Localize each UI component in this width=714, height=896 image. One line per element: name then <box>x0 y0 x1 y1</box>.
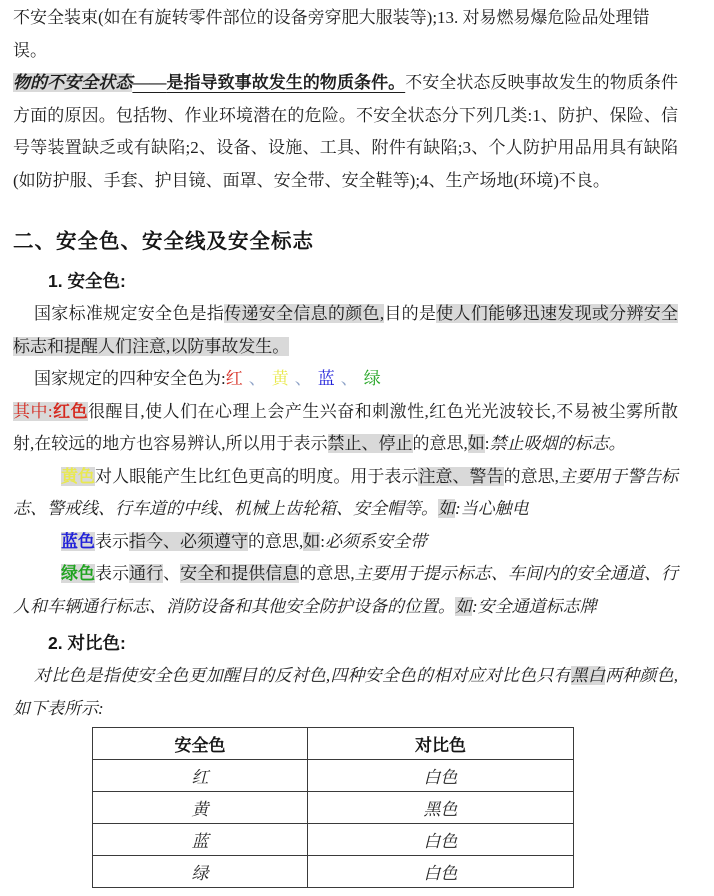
text-segment: 四种安全色的相对应对比色只有 <box>330 666 571 685</box>
text-segment: 表示 <box>95 564 130 583</box>
text-segment: :当心触电 <box>455 499 529 518</box>
text-segment: 禁止吸烟的标志。 <box>489 434 626 453</box>
paragraph-blue-color <box>13 526 678 559</box>
paragraph-four-safety-colors <box>13 363 678 396</box>
text-segment: 表示 <box>95 531 129 551</box>
table-cell: 白色 <box>308 824 574 856</box>
table-row <box>93 792 574 824</box>
text-segment: 国家规定的四种安全色为: <box>34 369 226 388</box>
paragraph-unsafe-dress <box>13 2 678 67</box>
paragraph-safety-color-definition <box>13 298 678 363</box>
table-cell: 绿 <box>93 856 308 888</box>
text-segment: 目的是 <box>384 304 437 323</box>
text-segment: 两种颜色,如下表所示: <box>13 666 679 718</box>
text-segment: 其中: <box>13 401 53 421</box>
text-segment: 传递安全信息的颜色, <box>224 304 385 323</box>
text-segment: 、 <box>294 369 318 388</box>
text-segment: 禁止、停止 <box>327 434 413 453</box>
text-segment: 如 <box>438 499 455 518</box>
table-row <box>93 856 574 888</box>
paragraph-unsafe-state-of-things <box>13 67 678 197</box>
text-segment: 物的不安全状态 <box>13 73 133 92</box>
table-header-safety-color: 安全色 <box>93 728 308 760</box>
text-segment: 蓝 <box>317 369 341 388</box>
text-segment: 主要用于提示标志、车间内的安全通道、行人和车辆通行标志、消防设备和其他安全防护设备的位置。 <box>13 564 679 616</box>
text-segment: 红 <box>225 369 249 388</box>
contrast-color-table <box>92 727 574 888</box>
text-segment: 通行 <box>129 564 164 583</box>
text-segment: 绿色 <box>61 564 96 583</box>
text-segment: 注意、警告 <box>418 466 504 486</box>
table-header-contrast-color: 对比色 <box>308 728 574 760</box>
table-cell: 白色 <box>308 856 574 888</box>
table-cell: 白色 <box>308 760 574 792</box>
table-row <box>93 760 574 792</box>
paragraph-red-color <box>13 396 678 461</box>
text-segment: 指今、必须遵守 <box>129 531 248 551</box>
text-segment: 是指导致事故发生的物质条件。 <box>166 73 406 92</box>
text-segment: 黄色 <box>61 466 96 486</box>
text-segment: 对比色是指使安全色更加醒目的反衬色, <box>34 666 331 685</box>
text-segment: 如 <box>455 596 472 616</box>
text-segment: 主要用于警告标志、警戒线、行车道的中线、机械上齿轮箱、安全帽等。 <box>13 466 679 518</box>
table-cell: 黄 <box>93 792 308 824</box>
text-segment: 很醒目,使人们在心理上会产生兴奋和刺激性,红色光光波较长,不易被尘雾所散射,在较远的地方也容易辨认,所以用于表示 <box>13 401 678 453</box>
text-segment: —— <box>132 73 167 92</box>
text-segment: 的意思, <box>299 564 355 583</box>
table-cell: 红 <box>93 760 308 792</box>
text-segment: 黑白 <box>570 666 606 685</box>
text-segment: 黄 <box>271 369 295 388</box>
text-segment: 使人们能够迅速发现或分辨安全标志和提醒人们注意,以防事故发生。 <box>13 304 679 356</box>
paragraph-contrast-color-definition <box>13 660 678 725</box>
text-segment: :安全通道标志牌 <box>472 596 597 616</box>
text-segment: : <box>320 531 325 551</box>
table-cell: 黑色 <box>308 792 574 824</box>
subheading-contrast-color: 2. 对比色: <box>48 633 126 653</box>
text-segment: 的意思, <box>503 466 559 486</box>
text-segment: 红色 <box>52 401 89 421</box>
text-segment: 如 <box>467 434 485 453</box>
text-segment: 、 <box>163 564 181 583</box>
paragraph-yellow-color <box>13 461 678 526</box>
text-segment: 对人眼能产生比红色更高的明度。用于表示 <box>95 466 419 486</box>
table-body <box>93 760 574 888</box>
text-segment: 必须系安全带 <box>324 531 427 551</box>
table-header-row <box>93 728 574 760</box>
text-segment: 、 <box>248 369 272 388</box>
text-segment: 不安全装束(如在有旋转零件部位的设备旁穿肥大服装等);13. 对易燃易爆危险品处理错误。 <box>13 8 650 60</box>
paragraph-green-color <box>13 558 678 623</box>
section-heading: 二、安全色、安全线及安全标志 <box>13 230 314 253</box>
subheading-safety-color: 1. 安全色: <box>48 271 126 291</box>
table-row <box>93 824 574 856</box>
text-segment: 、 <box>340 369 364 388</box>
text-segment: 的意思, <box>248 531 304 551</box>
text-segment: 的意思, <box>412 434 468 453</box>
text-segment: 国家标准规定安全色是指 <box>34 304 225 323</box>
table-cell: 蓝 <box>93 824 308 856</box>
text-segment: : <box>484 434 490 453</box>
text-segment: 不安全状态反映事故发生的物质条件方面的原因。包括物、作业环境潜在的危险。不安全状态分下列几类:1、防护、保险、信号等装置缺乏或有缺陷;2、设备、设施、工具、附件有缺陷;3、个人防护用品用具有缺陷(如防护服、手套、护目镜、面罩、安全带、安全鞋等);4、生产场地(环境)不良。 <box>13 73 679 190</box>
text-segment: 安全和提供信息 <box>180 564 300 583</box>
text-segment: 蓝色 <box>61 531 95 551</box>
text-segment: 如 <box>303 531 321 551</box>
text-segment: 绿 <box>363 369 387 388</box>
